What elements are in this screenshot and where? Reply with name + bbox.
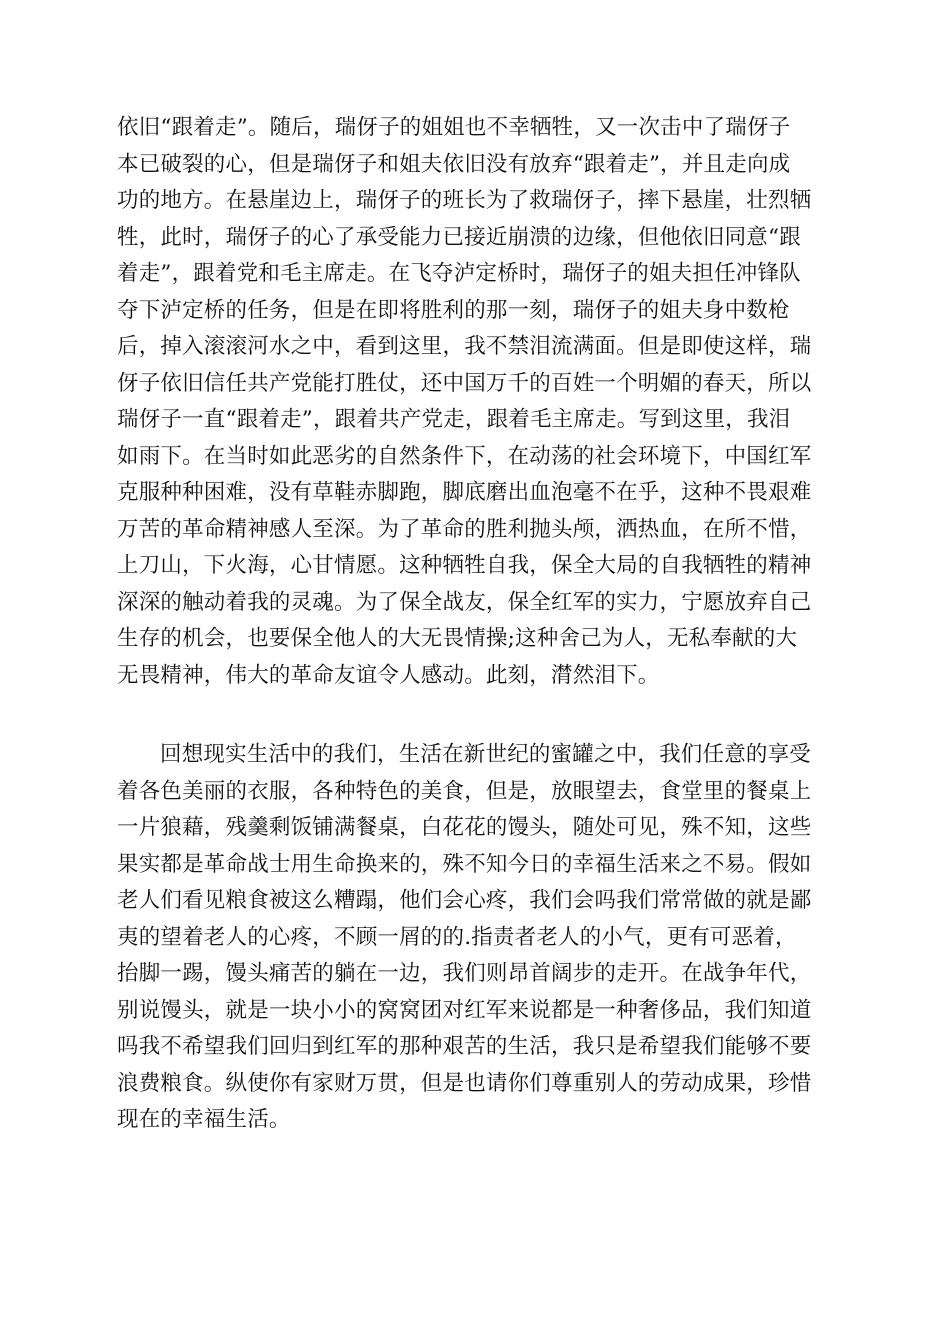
- paragraph-line: 果实都是革命战士用生命换来的，殊不知今日的幸福生活来之不易。假如: [117, 851, 812, 877]
- paragraph-line: 无畏精神，伟大的革命友谊令人感动。此刻，潸然泪下。: [117, 662, 660, 688]
- paragraph-line: 瑞伢子一直“跟着走”，跟着共产党走，跟着毛主席走。写到这里，我泪: [117, 407, 791, 432]
- paragraph-line: 克服种种困难，没有草鞋赤脚跑，脚底磨出血泡毫不在乎，这种不畏艰难: [117, 480, 812, 505]
- paragraph-line: 本已破裂的心，但是瑞伢子和姐夫依旧没有放弃“跟着走”，并且走向成: [117, 151, 791, 177]
- paragraph-line: 如雨下。在当时如此恶劣的自然条件下，在动荡的社会环境下，中国红军: [117, 443, 812, 469]
- paragraph-line: 伢子依旧信任共产党能打胜仗，还中国万千的百姓一个明媚的春天，所以: [117, 370, 812, 396]
- paragraph-line: 上刀山，下火海，心甘情愿。这种牺牲自我，保全大局的自我牺牲的精神: [117, 553, 812, 578]
- paragraph-line: 着走”，跟着党和毛主席走。在飞夺泸定桥时，瑞伢子的姐夫担任冲锋队: [117, 261, 801, 286]
- paragraph-line: 万苦的革命精神感人至深。为了革命的胜利抛头颅，洒热血，在所不惜，: [117, 516, 812, 542]
- paragraph-line: 抬脚一踢，馒头痛苦的躺在一边，我们则昂首阔步的走开。在战争年代，: [117, 961, 812, 986]
- paragraph-line: 着各色美丽的衣服，各种特色的美食，但是，放眼望去，食堂里的餐桌上: [117, 778, 812, 804]
- paragraph-line: 浪费粮食。纵使你有家财万贯，但是也请你们尊重别人的劳动成果，珍惜: [117, 1070, 812, 1096]
- paragraph-line: 深深的触动着我的灵魂。为了保全战友，保全红军的实力，宁愿放弃自己: [117, 589, 812, 615]
- paragraph-line: 别说馒头，就是一块小小的窝窝团对红军来说都是一种奢侈品，我们知道: [117, 997, 812, 1023]
- paragraph-line: 回想现实生活中的我们，生活在新世纪的蜜罐之中，我们任意的享受: [160, 742, 812, 767]
- paragraph-line: 夺下泸定桥的任务，但是在即将胜利的那一刻，瑞伢子的姐夫身中数枪: [117, 297, 790, 323]
- paragraph-line: 吗我不希望我们回归到红军的那种艰苦的生活，我只是希望我们能够不要: [117, 1034, 812, 1059]
- paragraph-line: 功的地方。在悬崖边上，瑞伢子的班长为了救瑞伢子，摔下悬崖，壮烈牺: [117, 188, 812, 213]
- paragraph-line: 生存的机会，也要保全他人的大无畏情操;这种舍己为人，无私奉献的大: [117, 626, 798, 651]
- paragraph-line: 一片狼藉，残羹剩饭铺满餐桌，白花花的馒头，随处可见，殊不知，这些: [117, 815, 812, 840]
- paragraph-2: [117, 737, 833, 1139]
- paragraph-line: 依旧“跟着走”。随后，瑞伢子的姐姐也不幸牺牲，又一次击中了瑞伢子: [117, 115, 791, 140]
- paragraph-line: 后，掉入滚滚河水之中，看到这里，我不禁泪流满面。但是即使这样，瑞: [117, 334, 812, 359]
- paragraph-line: 夷的望着老人的心疼，不顾一屑的的.指责者老人的小气，更有可恶着，: [117, 924, 797, 950]
- paragraph-1: [117, 110, 833, 694]
- paragraph-line: 牲，此时，瑞伢子的心了承受能力已接近崩溃的边缘，但他依旧同意“跟: [117, 224, 801, 250]
- paragraph-line: 现在的幸福生活。: [117, 1107, 291, 1132]
- paragraph-line: 老人们看见粮食被这么糟蹋，他们会心疼，我们会吗我们常常做的就是鄙: [117, 888, 812, 913]
